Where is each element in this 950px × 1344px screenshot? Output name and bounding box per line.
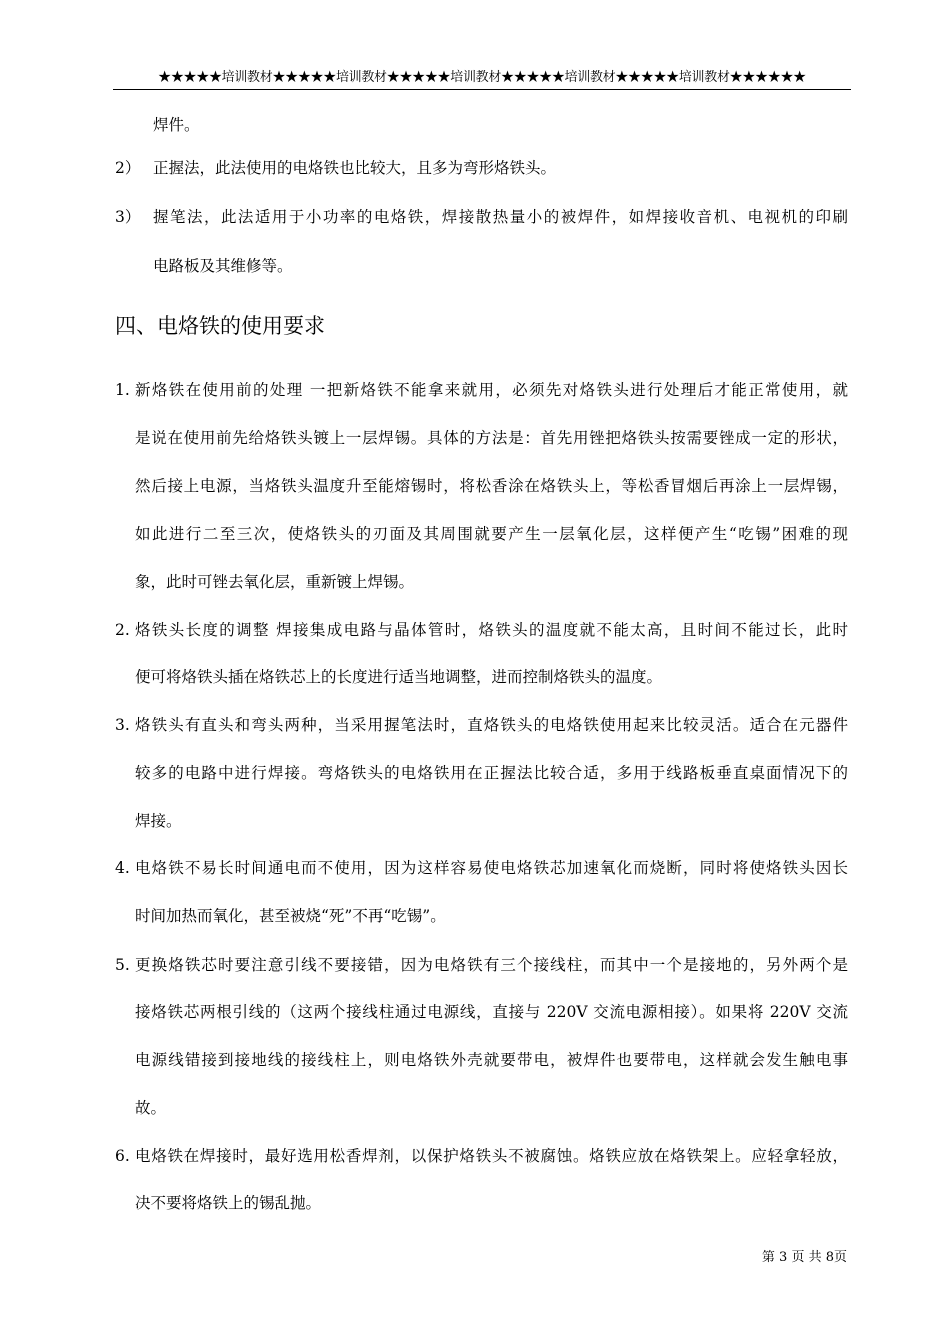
list-item-line: 接烙铁芯两根引线的（这两个接线柱通过电源线，直接与 220V 交流电源相接）。如果将 220V 交流 [135, 1003, 848, 1021]
list-item-line: 如此进行二至三次，使烙铁头的刃面及其周围就要产生一层氧化层，这样便产生“吃锡”困难的现 [135, 525, 848, 543]
list-marker: 1. [115, 381, 130, 399]
list-item-line: 焊接。 [135, 812, 182, 830]
list-marker: 4. [115, 859, 130, 877]
list-item-line: 电路板及其维修等。 [153, 257, 293, 275]
list-item-line: 电烙铁不易长时间通电而不使用，因为这样容易使电烙铁芯加速氧化而烧断，同时将使烙铁头因长 [135, 859, 848, 877]
page-header: ★★★★★培训教材★★★★★培训教材★★★★★培训教材★★★★★培训教材★★★★★培训教材★★★★★★ [113, 67, 851, 90]
list-marker: 5. [115, 956, 130, 974]
list-marker: 3） [115, 208, 141, 226]
list-item-line: 烙铁头长度的调整 焊接集成电路与晶体管时，烙铁头的温度就不能太高，且时间不能过长，此时 [135, 621, 848, 639]
list-item-line: 便可将烙铁头插在烙铁芯上的长度进行适当地调整，进而控制烙铁头的温度。 [135, 668, 663, 686]
list-item-line: 电源线错接到接地线的接线柱上，则电烙铁外壳就要带电，被焊件也要带电，这样就会发生触电事 [135, 1051, 848, 1069]
list-marker: 3. [115, 716, 130, 734]
list-marker: 2. [115, 621, 130, 639]
section-heading: 四、电烙铁的使用要求 [115, 314, 325, 338]
list-item-line: 是说在使用前先给烙铁头镀上一层焊锡。具体的方法是：首先用锉把烙铁头按需要锉成一定的形状， [135, 429, 848, 447]
list-item-line: 时间加热而氧化，甚至被烧“死”不再“吃锡”。 [135, 907, 446, 925]
list-item-line: 正握法，此法使用的电烙铁也比较大，且多为弯形烙铁头。 [153, 159, 557, 177]
list-item-line: 新烙铁在使用前的处理 一把新烙铁不能拿来就用，必须先对烙铁头进行处理后才能正常使用，就 [135, 381, 848, 399]
list-item-line: 然后接上电源，当烙铁头温度升至能熔锡时，将松香涂在烙铁头上，等松香冒烟后再涂上一层焊锡， [135, 477, 848, 495]
list-marker: 6. [115, 1147, 130, 1165]
list-item-line: 较多的电路中进行焊接。弯烙铁头的电烙铁用在正握法比较合适，多用于线路板垂直桌面情况下的 [135, 764, 848, 782]
page-number: 第 3 页 共 8页 [761, 1250, 847, 1265]
paragraph-line: 焊件。 [153, 116, 200, 134]
list-marker: 2） [115, 159, 141, 177]
list-item-line: 更换烙铁芯时要注意引线不要接错，因为电烙铁有三个接线柱，而其中一个是接地的，另外两个是 [135, 956, 848, 974]
list-item-line: 烙铁头有直头和弯头两种，当采用握笔法时，直烙铁头的电烙铁使用起来比较灵活。适合在元器件 [135, 716, 848, 734]
list-item-line: 电烙铁在焊接时，最好选用松香焊剂，以保护烙铁头不被腐蚀。烙铁应放在烙铁架上。应轻拿轻放， [135, 1147, 848, 1165]
list-item-line: 象，此时可锉去氧化层，重新镀上焊锡。 [135, 573, 415, 591]
list-item-line: 握笔法，此法适用于小功率的电烙铁，焊接散热量小的被焊件，如焊接收音机、电视机的印刷 [153, 208, 848, 226]
list-item-line: 决不要将烙铁上的锡乱抛。 [135, 1194, 322, 1212]
list-item-line: 故。 [135, 1099, 167, 1117]
